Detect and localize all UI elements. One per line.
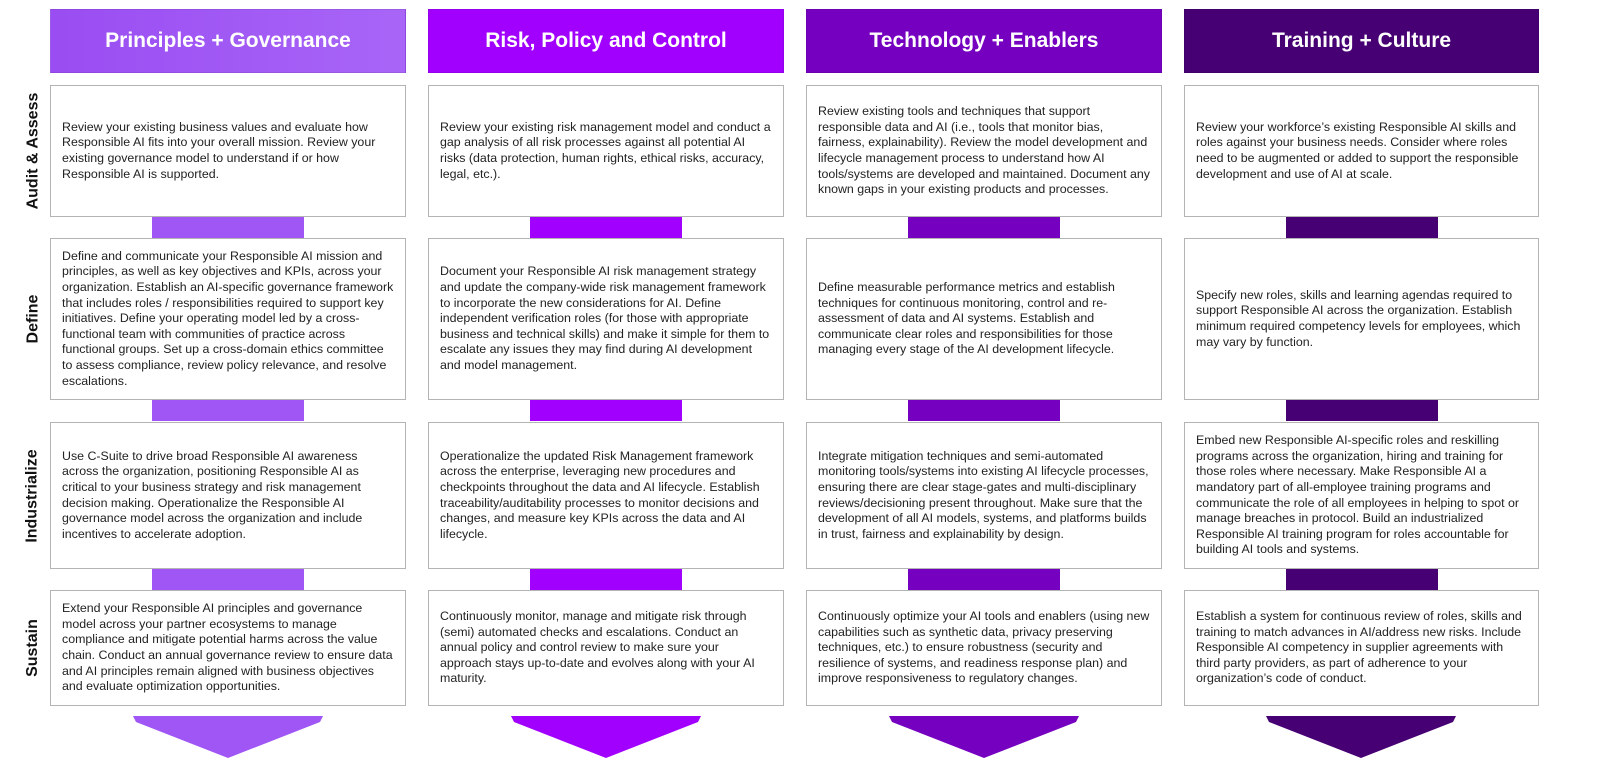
cell-training-sustain: Establish a system for continuous review of roles, skills and training to match advances in AI/address new risks. Include Responsible AI competency in supplier agreements with third party providers, as part of adherence to your organization’s code of conduct.	[1184, 590, 1539, 706]
cell-risk-industrialize: Operationalize the updated Risk Management framework across the enterprise, leveraging new procedures and checkpoints throughout the data and AI lifecycle. Establish traceability/auditability processes to monitor decisions and changes, and measure key KPIs across the data and AI lifecycle.	[428, 422, 784, 569]
cell-principles-audit: Review your existing business values and evaluate how Responsible AI fits into your overall mission. Review your existing governance model to understand if or how Responsible AI is supported.	[50, 85, 406, 217]
cell-training-industrialize: Embed new Responsible AI-specific roles and reskilling programs across the organization, hiring and training for those roles where necessary. Make Responsible AI a mandatory part of all-employee training programs and communicate the role of all employees in helping to spot or manage breaches in protocol. Build an industrialized Responsible AI training program for roles accountable for building AI tools and systems.	[1184, 422, 1539, 569]
cell-technology-define: Define measurable performance metrics and establish techniques for continuous monitoring, control and re-assessment of data and AI systems. Establish and communicate clear roles and responsibilities for those managing every stage of the AI development lifecycle.	[806, 238, 1162, 400]
row-label-sustain: Sustain	[24, 619, 42, 677]
down-arrow-icon	[511, 716, 701, 760]
cell-risk-define: Document your Responsible AI risk management strategy and update the company-wide risk management framework to incorporate the new considerations for AI. Define independent verification roles (for those with appropriate business and technical skills) and make it simple for them to escalate any issues they may find during AI development and model management.	[428, 238, 784, 400]
header-training-culture	[1184, 9, 1539, 73]
connector	[908, 568, 1060, 590]
connector	[1286, 216, 1438, 238]
connector	[152, 568, 304, 590]
connector	[530, 568, 682, 590]
cell-technology-industrialize: Integrate mitigation techniques and semi-automated monitoring tools/systems into existing AI lifecycle processes, ensuring there are clear stage-gates and multi-disciplinary reviews/decisioning present throughout. Make sure that the development of all AI models, systems, and platforms builds in trust, fairness and explainability by design.	[806, 422, 1162, 569]
connector	[530, 399, 682, 421]
connector	[1286, 399, 1438, 421]
connector	[152, 216, 304, 238]
cell-training-audit: Review your workforce’s existing Responsible AI skills and roles against your business needs. Consider where roles need to be augmented or added to support the responsible development and use of AI at scale.	[1184, 85, 1539, 217]
connector	[1286, 568, 1438, 590]
row-label-audit-assess: Audit & Assess	[24, 92, 41, 210]
header-risk-policy-control	[428, 9, 784, 73]
connector	[530, 216, 682, 238]
cell-risk-audit: Review your existing risk management model and conduct a gap analysis of all risk processes against all potential AI risks (data protection, human rights, ethical risks, accuracy, legal, etc.).	[428, 85, 784, 217]
cell-principles-sustain: Extend your Responsible AI principles and governance model across your partner ecosystems to manage compliance and mitigate potential harms across the value chain. Conduct an annual governance review to ensure data and AI principles remain aligned with business objectives and evaluate optimization opportunities.	[50, 590, 406, 706]
cell-principles-industrialize: Use C-Suite to drive broad Responsible AI awareness across the organization, positioning Responsible AI as critical to your business strategy and risk management decision making. Operationalize the Responsible AI governance model across the organization and include incentives to accelerate adoption.	[50, 422, 406, 569]
connector	[152, 399, 304, 421]
row-label-define: Define	[24, 294, 41, 344]
header-title: Risk, Policy and Control	[485, 29, 727, 52]
down-arrow-icon	[1266, 716, 1456, 760]
cell-technology-sustain: Continuously optimize your AI tools and enablers (using new capabilities such as synthetic data, privacy preserving techniques, etc.) to ensure robustness (security and resilience of systems, and readiness response plan) and improve responsiveness to regulatory changes.	[806, 590, 1162, 706]
header-title: Training + Culture	[1271, 29, 1452, 52]
row-label-industrialize: Industrialize	[24, 448, 42, 543]
connector	[908, 216, 1060, 238]
connector	[908, 399, 1060, 421]
cell-training-define: Specify new roles, skills and learning agendas required to support Responsible AI across the organization. Establish minimum required competency levels for employees, which may vary by function.	[1184, 238, 1539, 400]
header-title: Technology + Enablers	[869, 29, 1099, 52]
down-arrow-icon	[889, 716, 1079, 760]
header-principles-governance	[50, 9, 406, 73]
cell-risk-sustain: Continuously monitor, manage and mitigate risk through (semi) automated checks and escalations. Conduct an annual policy and control review to make sure your approach stays up-to-date and evolves along with your AI maturity.	[428, 590, 784, 706]
header-technology-enablers	[806, 9, 1162, 73]
cell-technology-audit: Review existing tools and techniques that support responsible data and AI (i.e., tools that monitor bias, fairness, explainability). Review the model development and lifecycle management process to understand how AI tools/systems are developed and maintained. Document any known gaps in your existing products and processes.	[806, 85, 1162, 217]
cell-principles-define: Define and communicate your Responsible AI mission and principles, as well as key objectives and KPIs, across your organization. Establish an AI-specific governance framework that includes roles / responsibilities required to support key initiatives. Define your operating model led by a cross-functional team with communities of practice across functional groups. Set up a cross-domain ethics committee to assess compliance, review policy relevance, and resolve escalations.	[50, 238, 406, 400]
header-title: Principles + Governance	[105, 29, 351, 52]
down-arrow-icon	[133, 716, 323, 760]
